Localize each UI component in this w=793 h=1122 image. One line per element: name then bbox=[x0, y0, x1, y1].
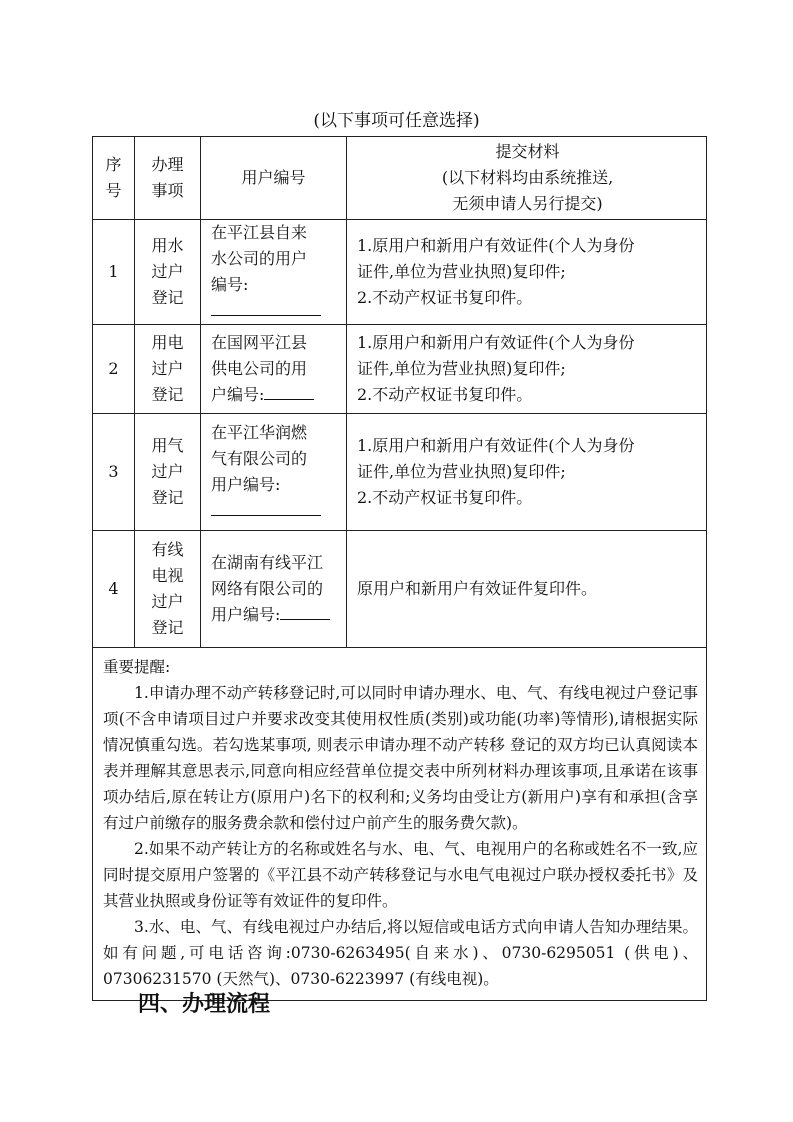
user-text: 网络有限公司的 bbox=[211, 579, 324, 598]
row-user-number bbox=[201, 414, 347, 531]
header-no-line: 号 bbox=[105, 181, 122, 200]
row-materials bbox=[347, 220, 707, 325]
header-materials bbox=[347, 137, 707, 220]
user-number-blank[interactable] bbox=[211, 301, 321, 316]
header-materials-line: 提交材料 bbox=[495, 142, 560, 161]
user-number-blank[interactable] bbox=[264, 385, 314, 400]
row-materials bbox=[347, 325, 707, 414]
row-item-line: 登记 bbox=[151, 288, 184, 307]
material-line: 证件,单位为营业执照)复印件; bbox=[357, 462, 566, 481]
row-item-line: 用水 bbox=[151, 236, 184, 255]
user-text: 水公司的用户 bbox=[211, 249, 308, 268]
row-item-line: 用电 bbox=[151, 333, 184, 352]
transfer-options-table bbox=[92, 136, 707, 1001]
row-item-line: 登记 bbox=[151, 618, 184, 637]
notes-title: 重要提醒: bbox=[103, 658, 171, 676]
material-line: 原用户和新用户有效证件复印件。 bbox=[357, 579, 598, 598]
header-no bbox=[93, 137, 135, 220]
material-line: 证件,单位为营业执照)复印件; bbox=[357, 262, 566, 281]
header-materials-line: (以下材料均由系统推送, bbox=[441, 168, 614, 187]
header-materials-line: 无须申请人另行提交) bbox=[452, 194, 603, 213]
important-notes-row bbox=[93, 648, 707, 1001]
user-text: 气有限公司的 bbox=[211, 449, 308, 468]
row-no: 1 bbox=[93, 220, 135, 325]
row-item-line: 过户 bbox=[151, 462, 184, 481]
row-item-line: 用气 bbox=[151, 436, 184, 455]
user-text: 编号: bbox=[211, 275, 249, 294]
material-line: 证件,单位为营业执照)复印件; bbox=[357, 359, 566, 378]
header-item-line: 办理 bbox=[151, 155, 184, 174]
header-item-line: 事项 bbox=[151, 181, 184, 200]
important-notes bbox=[93, 648, 707, 1001]
user-number-blank[interactable] bbox=[280, 605, 330, 620]
row-item bbox=[135, 414, 201, 531]
table-row bbox=[93, 325, 707, 414]
row-no: 2 bbox=[93, 325, 135, 414]
row-item-line: 过户 bbox=[151, 262, 184, 281]
row-materials bbox=[347, 414, 707, 531]
header-no-line: 序 bbox=[105, 155, 122, 174]
row-item bbox=[135, 325, 201, 414]
material-line: 1.原用户和新用户有效证件(个人为身份 bbox=[357, 436, 635, 455]
row-item-line: 登记 bbox=[151, 385, 184, 404]
user-number-blank[interactable] bbox=[211, 501, 321, 516]
row-item-line: 过户 bbox=[151, 592, 184, 611]
row-no: 4 bbox=[93, 531, 135, 648]
material-line: 1.原用户和新用户有效证件(个人为身份 bbox=[357, 236, 635, 255]
material-line: 2.不动产权证书复印件。 bbox=[357, 385, 533, 404]
note-paragraph: 1.申请办理不动产转移登记时,可以同时申请办理水、电、气、有线电视过户登记事项(不含申请项目过户并要求改变其使用权性质(类别)或功能(功率)等情形),请根据实际情况慎重勾选。若勾选某事项, 则表示申请办理不动产转移 登记的双方均已认真阅读本表并理解其意思表示,同意向相应经营单位提交表中所列材料办理该事项,且承诺在该事项办结后,原在转让方(原用户)名下的权利和;义务均由受让方(新用户)享有和承担(含享有过户前缴存的服务费余款和偿付过户前产生的服务费欠款)。 bbox=[103, 684, 698, 832]
table-row bbox=[93, 531, 707, 648]
row-materials bbox=[347, 531, 707, 648]
row-user-number bbox=[201, 220, 347, 325]
row-item-line: 登记 bbox=[151, 488, 184, 507]
table-header-row bbox=[93, 137, 707, 220]
row-user-number bbox=[201, 531, 347, 648]
note-paragraph: 3.水、电、气、有线电视过户办结后,将以短信或电话方式向申请人告知办理结果。如有问题,可电话咨询:0730-6263495(自来水)、0730-6295051 (供电)、07306231570 (天然气)、0730-6223997 (有线电视)。 bbox=[103, 918, 698, 988]
row-item-line: 电视 bbox=[151, 566, 184, 585]
header-user-number: 用户编号 bbox=[201, 137, 347, 220]
table-caption: (以下事项可任意选择) bbox=[313, 111, 480, 131]
row-item bbox=[135, 220, 201, 325]
header-item bbox=[135, 137, 201, 220]
table-row bbox=[93, 220, 707, 325]
row-item-line: 有线 bbox=[151, 540, 184, 559]
user-text: 在国网平江县 bbox=[211, 333, 308, 352]
table-row bbox=[93, 414, 707, 531]
row-user-number bbox=[201, 325, 347, 414]
row-no: 3 bbox=[93, 414, 135, 531]
row-item bbox=[135, 531, 201, 648]
user-text: 在平江华润燃 bbox=[211, 423, 308, 442]
user-text: 供电公司的用 bbox=[211, 359, 308, 378]
row-item-line: 过户 bbox=[151, 359, 184, 378]
material-line: 1.原用户和新用户有效证件(个人为身份 bbox=[357, 333, 635, 352]
user-text: 用户编号: bbox=[211, 475, 281, 494]
material-line: 2.不动产权证书复印件。 bbox=[357, 288, 533, 307]
user-text: 在平江县自来 bbox=[211, 223, 308, 242]
note-paragraph: 2.如果不动产转让方的名称或姓名与水、电、气、电视用户的名称或姓名不一致,应同时提交原用户签署的《平江县不动产转移登记与水电气电视过户联办授权委托书》及其营业执照或身份证等有效证件的复印件。 bbox=[103, 840, 698, 910]
section-heading: 四、办理流程 bbox=[138, 992, 271, 1017]
user-text: 户编号: bbox=[211, 385, 265, 404]
user-text: 用户编号: bbox=[211, 605, 281, 624]
material-line: 2.不动产权证书复印件。 bbox=[357, 488, 533, 507]
user-text: 在湖南有线平江 bbox=[211, 553, 324, 572]
